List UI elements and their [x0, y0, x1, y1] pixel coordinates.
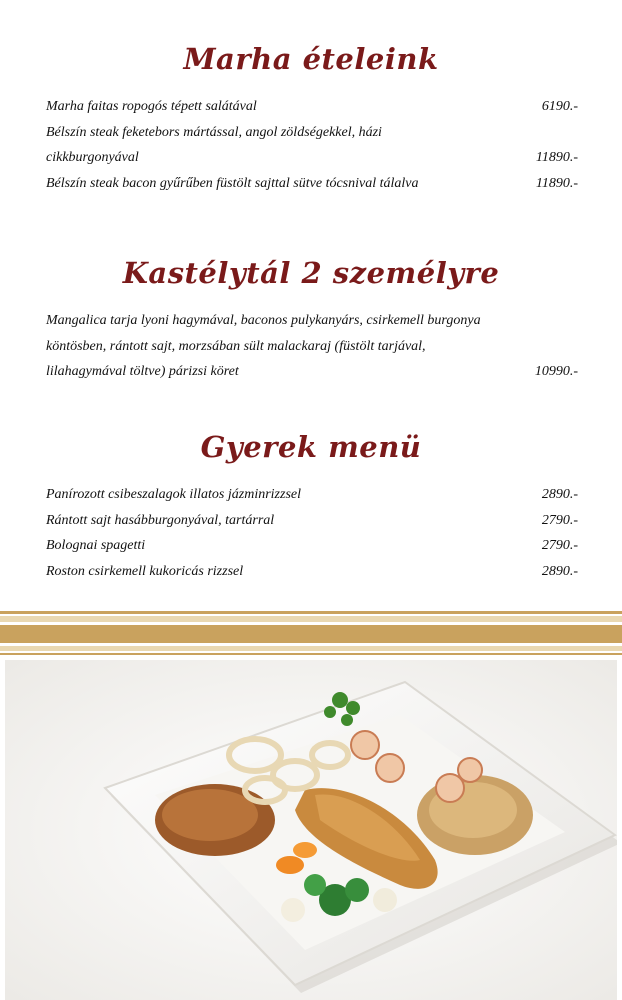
menu-item-name: Bélszín steak feketebors mártással, angol zöldségekkel, házi cikkburgonyával: [46, 124, 382, 165]
menu-item-price: 2790.-: [541, 538, 578, 553]
menu-item-name: Marha faitas ropogós tépett salátával: [46, 99, 257, 114]
menu-list-kastelytal: [46, 308, 578, 385]
menu-item-price: 2890.-: [541, 563, 578, 579]
food-plate-illustration: [5, 660, 617, 1000]
menu-item-price: 2890.-: [541, 487, 578, 502]
menu-item-price: 10990.-: [534, 364, 578, 379]
decorative-band: [0, 611, 622, 655]
menu-item-price: 11890.-: [535, 150, 578, 165]
menu-item-name: Panírozott csibeszalagok illatos jázminrizzsel: [46, 487, 301, 502]
section-title-kastelytal: Kastélytál 2 személyre: [122, 256, 500, 290]
menu-item-price: 2790.-: [541, 512, 578, 528]
menu-item-name: Roston csirkemell kukoricás rizzsel: [46, 563, 244, 579]
menu-item: [46, 171, 578, 197]
menu-item: [46, 94, 578, 120]
menu-item: [46, 533, 578, 559]
menu-item-name: Mangalica tarja lyoni hagymával, baconos pulykanyárs, csirkemell burgonya köntösben, rántott sajt, morzsában sült malackaraj (füstölt tarjával, lilahagymával töltve) párizsi köret: [46, 313, 481, 379]
menu-item: [46, 308, 578, 385]
menu-item-name: Rántott sajt hasábburgonyával, tartárral: [46, 512, 275, 528]
section-title-gyerek: Gyerek menü: [200, 430, 422, 464]
menu-item: [46, 508, 578, 534]
section-title-marha: Marha ételeink: [183, 42, 439, 76]
food-photo: [5, 660, 617, 1000]
menu-item-price: 11890.-: [535, 175, 578, 191]
menu-item-name: Bolognai spagetti: [46, 538, 146, 553]
menu-item: [46, 482, 578, 508]
menu-item: [46, 120, 578, 171]
menu-item-name: Bélszín steak bacon gyűrűben füstölt sajttal sütve tócsnival tálalva: [46, 175, 419, 191]
menu-list-gyerek: [46, 482, 578, 584]
menu-list-marha: [46, 94, 578, 196]
menu-item-price: 6190.-: [541, 99, 578, 114]
menu-item: [46, 559, 578, 585]
